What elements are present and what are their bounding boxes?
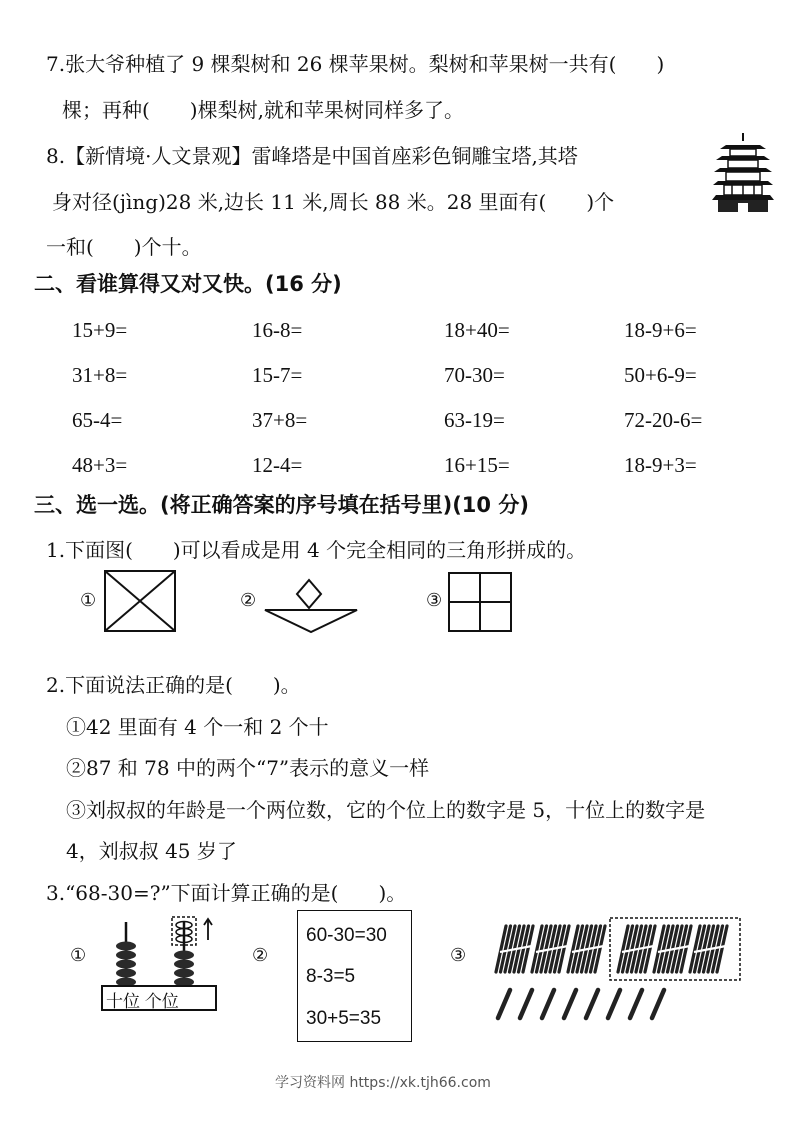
loose-stick — [586, 990, 598, 1018]
s3-q2-option2: ②87 和 78 中的两个“7”表示的意义一样 — [66, 756, 430, 780]
loose-stick — [564, 990, 576, 1018]
stick-bundle — [654, 926, 691, 972]
calc-r1-c1: 15+9= — [72, 318, 128, 342]
stick-bundle — [618, 926, 655, 972]
stick-bundle — [690, 926, 727, 972]
q8-line3: 一和( )个十。 — [46, 235, 202, 259]
kite-and-triangle-figure — [263, 578, 359, 634]
q3-option3-label: ③ — [450, 945, 467, 966]
q3-option2-label: ② — [252, 945, 269, 966]
calc-r2-c1: 31+8= — [72, 363, 128, 387]
square-grid-figure — [448, 572, 512, 632]
s3-q2-text: 2.下面说法正确的是( )。 — [46, 673, 301, 697]
calc-r2-c4: 50+6-9= — [624, 363, 697, 387]
calc-r4-c2: 12-4= — [252, 453, 303, 477]
calc-r3-c1: 65-4= — [72, 408, 123, 432]
s3-q3-text: 3.“68-30=?”下面计算正确的是( )。 — [46, 881, 407, 905]
calc-r3-c2: 37+8= — [252, 408, 308, 432]
step-1: 60-30=30 — [306, 925, 387, 946]
calc-r4-c1: 48+3= — [72, 453, 128, 477]
loose-stick — [520, 990, 532, 1018]
square-with-diagonals-figure — [104, 570, 176, 632]
calc-r3-c3: 63-19= — [444, 408, 505, 432]
section3-title: 三、选一选。(将正确答案的序号填在括号里)(10 分) — [34, 493, 529, 517]
q8-line2: 身对径(jìng)28 米,边长 11 米,周长 88 米。28 里面有( )个 — [52, 190, 615, 214]
q7-line2: 棵；再种( )棵梨树,就和苹果树同样多了。 — [62, 98, 464, 122]
q1-option1-label: ① — [80, 590, 97, 611]
loose-stick — [498, 990, 510, 1018]
step-3: 30+5=35 — [306, 1008, 382, 1029]
calc-r3-c4: 72-20-6= — [624, 408, 703, 432]
section2-title: 二、看谁算得又对又快。(16 分) — [34, 272, 342, 296]
step-2: 8-3=5 — [306, 966, 356, 987]
counting-sticks-figure — [488, 912, 748, 1024]
footer-watermark: 学习资料网 https://xk.tjh66.com — [275, 1075, 491, 1091]
s3-q2-option1: ①42 里面有 4 个一和 2 个十 — [66, 715, 329, 739]
pagoda-illustration — [712, 133, 774, 213]
stick-bundle — [496, 926, 533, 972]
q8-line1: 8.【新情境·人文景观】雷峰塔是中国首座彩色铜雕宝塔,其塔 — [46, 144, 578, 168]
loose-stick — [542, 990, 554, 1018]
calc-r1-c4: 18-9+6= — [624, 318, 697, 342]
calc-r2-c2: 15-7= — [252, 363, 303, 387]
stick-bundle — [568, 926, 605, 972]
q7-line1: 7.张大爷种植了 9 棵梨树和 26 棵苹果树。梨树和苹果树一共有( ) — [46, 52, 665, 76]
calc-r1-c3: 18+40= — [444, 318, 510, 342]
calc-r2-c3: 70-30= — [444, 363, 505, 387]
q3-option1-label: ① — [70, 945, 87, 966]
loose-stick — [652, 990, 664, 1018]
q1-option3-label: ③ — [426, 590, 443, 611]
abacus-place-label: 十位 个位 — [106, 992, 179, 1011]
s3-q2-option3-line1: ③刘叔叔的年龄是一个两位数，它的个位上的数字是 5，十位上的数字是 — [66, 798, 706, 822]
calc-r1-c2: 16-8= — [252, 318, 303, 342]
stick-bundle — [532, 926, 569, 972]
s3-q1-text: 1.下面图( )可以看成是用 4 个完全相同的三角形拼成的。 — [46, 538, 587, 562]
calc-r4-c4: 18-9+3= — [624, 453, 697, 477]
calc-r4-c3: 16+15= — [444, 453, 510, 477]
s3-q2-option3-line2: 4，刘叔叔 45 岁了 — [66, 839, 237, 863]
q1-option2-label: ② — [240, 590, 257, 611]
loose-stick — [608, 990, 620, 1018]
loose-stick — [630, 990, 642, 1018]
